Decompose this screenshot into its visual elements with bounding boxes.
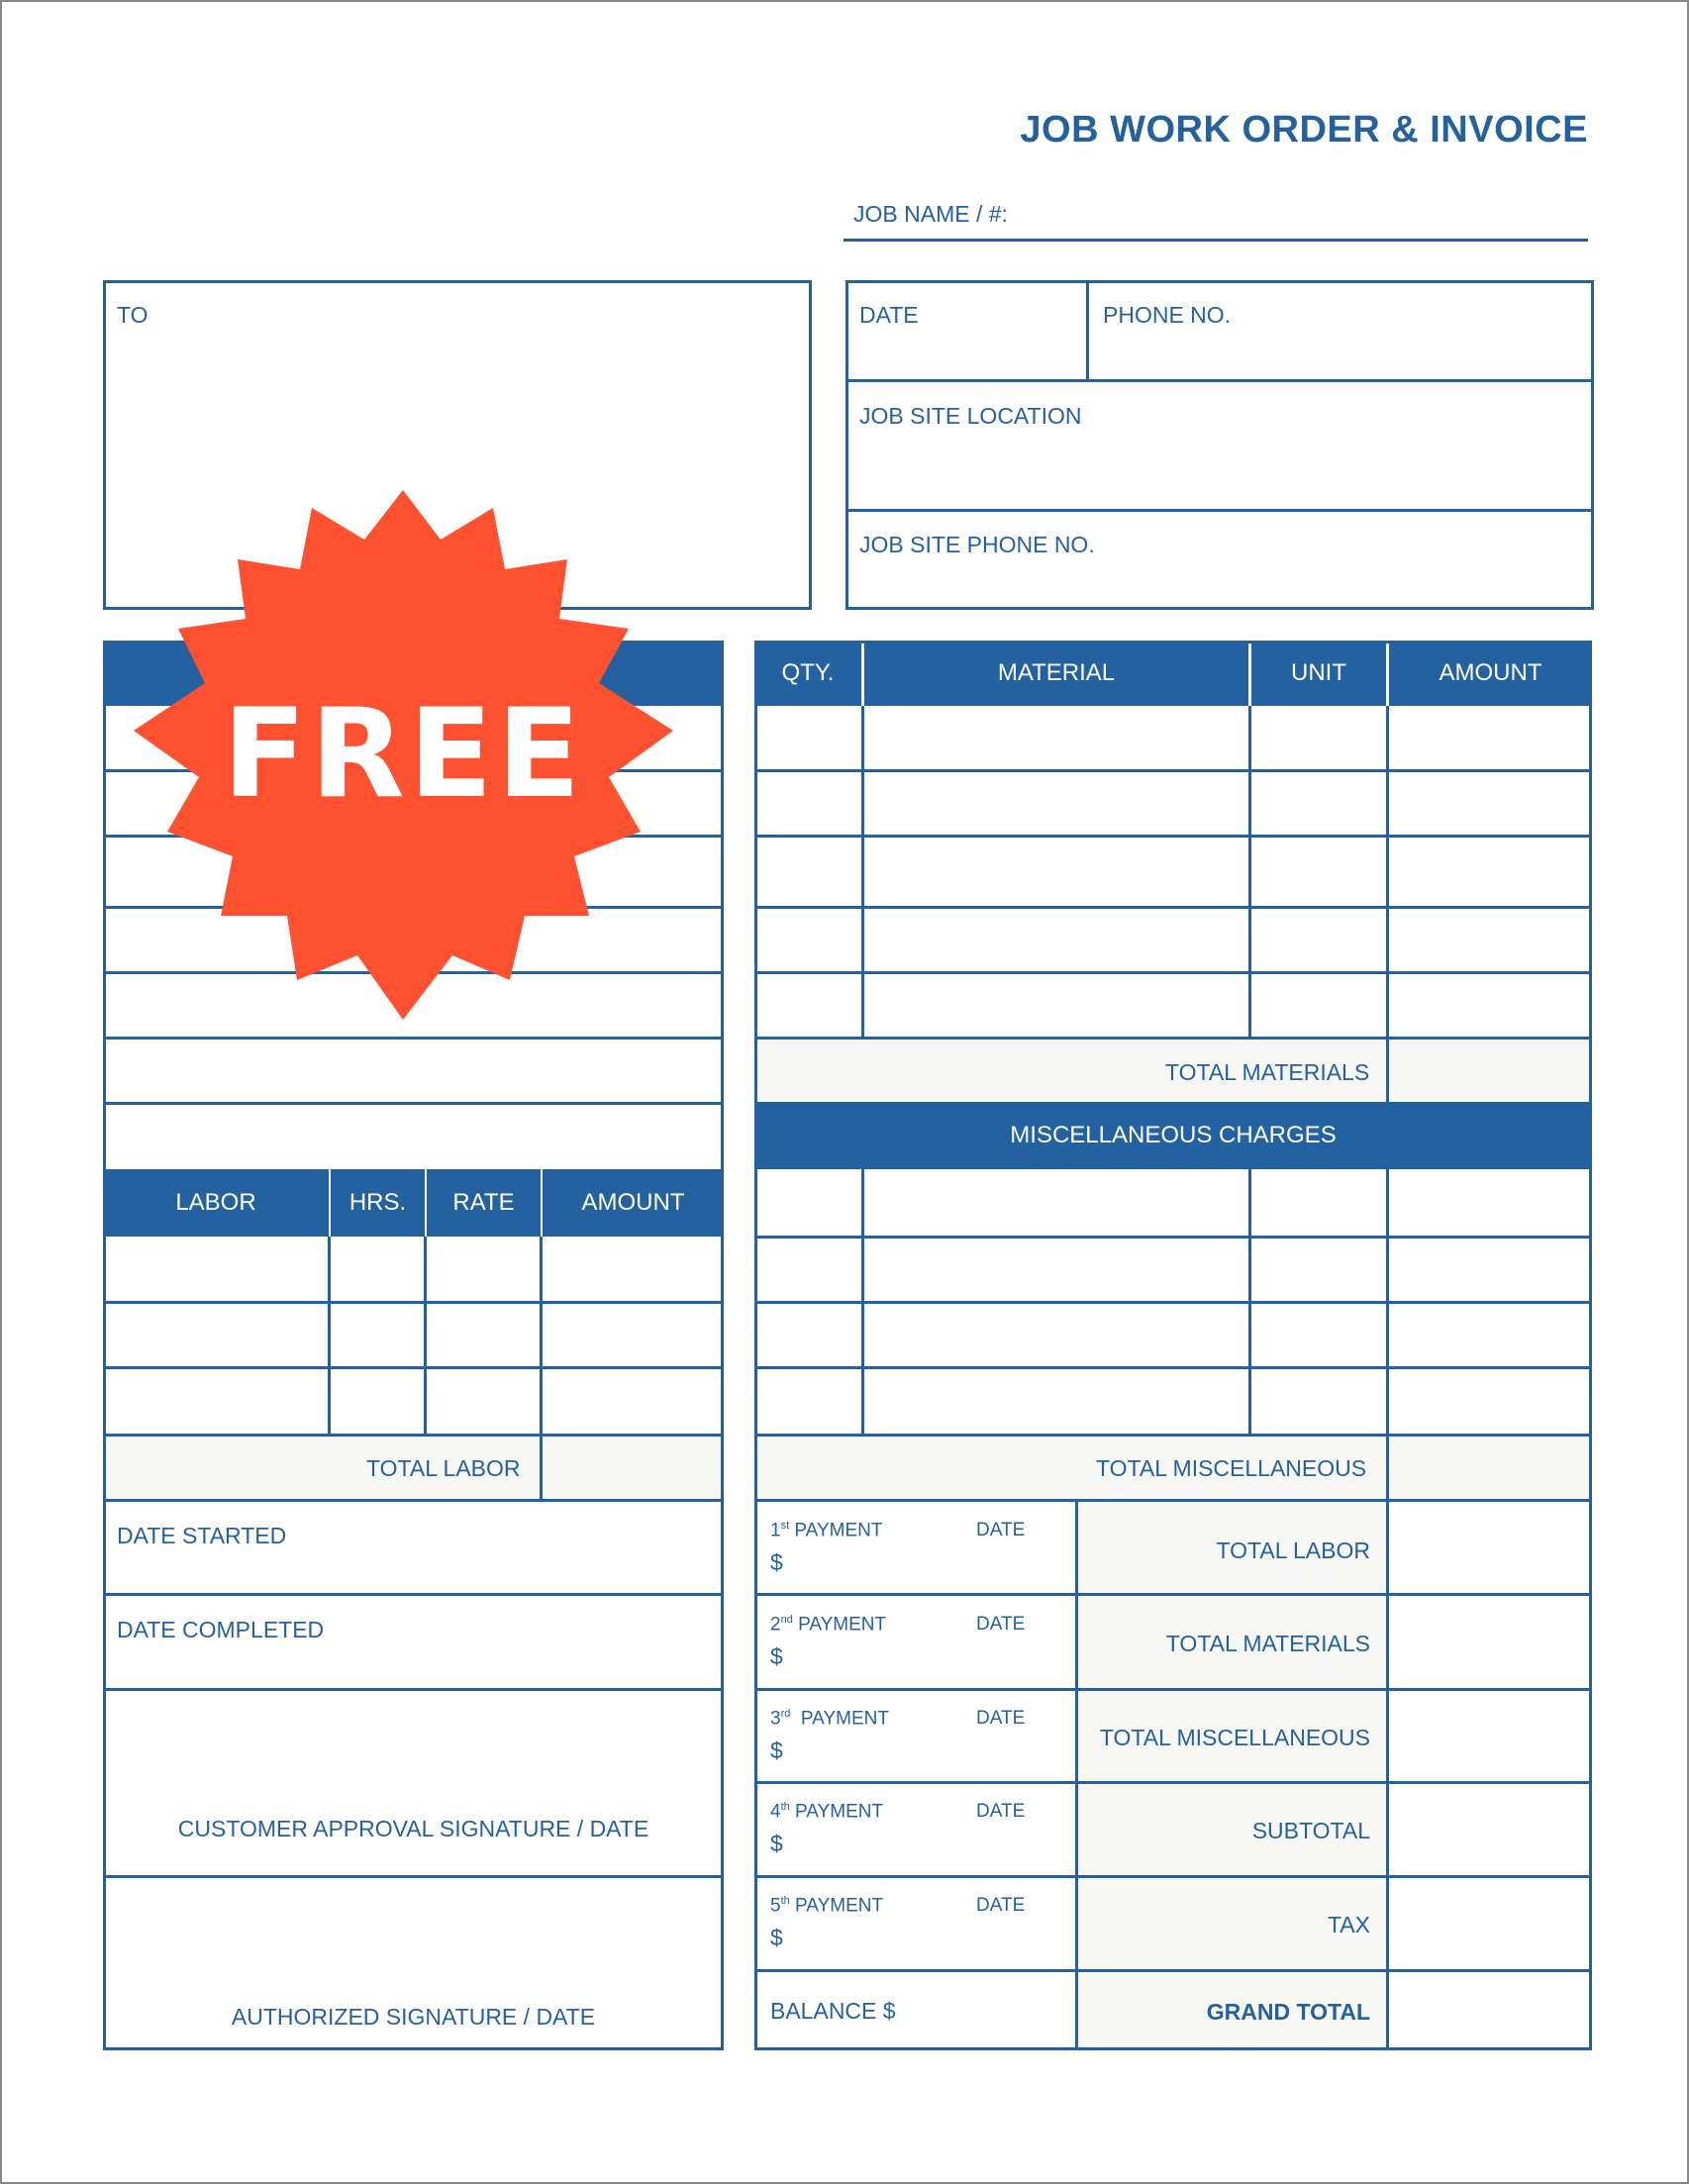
date-started-field[interactable] [106,1502,721,1593]
summary-total-labor-label: TOTAL LABOR [1216,1538,1370,1563]
total-materials-label: TOTAL MATERIALS [1165,1059,1370,1085]
date-label: DATE [859,302,919,328]
job-site-phone-label: JOB SITE PHONE NO. [859,532,1095,557]
payment-2-label: 2nd PAYMENT [770,1614,887,1636]
total-misc-field[interactable] [1389,1437,1589,1499]
total-labor-field[interactable] [543,1437,721,1499]
total-labor-label: TOTAL LABOR [366,1455,521,1481]
payment-5-field[interactable] [792,1920,1069,1959]
labor-header-amount: AMOUNT [543,1169,724,1237]
payment-4-field[interactable] [792,1826,1069,1865]
job-site-phone-field[interactable] [848,512,1591,607]
payment-3-date-label: DATE [976,1708,1026,1729]
material-header-unit: UNIT [1251,641,1386,706]
payment-5-date-label: DATE [976,1895,1026,1916]
subtotal-label: SUBTOTAL [1251,1818,1370,1843]
to-label: TO [117,302,149,328]
payment-3-currency: $ [770,1737,783,1763]
balance-label: BALANCE $ [770,1998,896,2024]
payment-3-label: 3rd PAYMENT [770,1708,889,1730]
payment-1-currency: $ [770,1549,783,1575]
payment-5-label: 5th PAYMENT [770,1895,884,1917]
phone-label: PHONE NO. [1103,302,1232,328]
date-field[interactable] [848,283,1084,379]
tax-label: TAX [1327,1912,1370,1937]
total-misc-label: TOTAL MISCELLANEOUS [1096,1455,1367,1481]
free-badge-text: FREE [222,683,585,826]
labor-rows[interactable] [106,1237,721,1434]
authorized-signature-label: AUTHORIZED SIGNATURE / DATE [231,2004,596,2030]
misc-rows[interactable] [757,1169,1589,1434]
material-header-material: MATERIAL [864,641,1248,706]
material-rows[interactable] [757,706,1589,1037]
payment-1-label: 1st PAYMENT [770,1520,883,1541]
date-started-label: DATE STARTED [117,1523,287,1548]
page-title: JOB WORK ORDER & INVOICE [1020,109,1588,150]
payment-2-field[interactable] [792,1638,1069,1678]
summary-total-materials-label: TOTAL MATERIALS [1165,1631,1370,1656]
payment-2-currency: $ [770,1643,783,1669]
job-name-label: JOB NAME / #: [853,201,1008,227]
payment-2-date-label: DATE [976,1614,1026,1635]
authorized-signature-field[interactable] [106,1878,721,2046]
customer-signature-field[interactable] [106,1691,721,1875]
labor-header-rate: RATE [427,1169,541,1237]
payment-1-field[interactable] [792,1544,1069,1584]
misc-header: MISCELLANEOUS CHARGES [754,1102,1592,1169]
job-site-location-label: JOB SITE LOCATION [859,403,1082,429]
customer-signature-label: CUSTOMER APPROVAL SIGNATURE / DATE [177,1816,649,1841]
job-site-location-field[interactable] [848,382,1591,509]
labor-header-hrs: HRS. [331,1169,425,1237]
payment-4-currency: $ [770,1831,783,1856]
material-header-qty: QTY. [754,641,861,706]
payment-1-date-label: DATE [976,1520,1026,1540]
payment-4-label: 4th PAYMENT [770,1801,884,1823]
date-completed-field[interactable] [106,1596,721,1687]
balance-field[interactable] [891,1980,1069,2039]
labor-header-labor: LABOR [103,1169,329,1237]
summary-total-misc-label: TOTAL MISCELLANEOUS [1099,1725,1370,1750]
total-materials-field[interactable] [1389,1040,1589,1102]
payment-5-currency: $ [770,1925,783,1950]
job-name-field[interactable] [844,239,1588,242]
phone-field[interactable] [1089,283,1591,379]
material-header-amount: AMOUNT [1389,641,1592,706]
summary-values-column[interactable] [1389,1502,1589,2047]
grand-total-label: GRAND TOTAL [1206,1999,1370,2025]
date-completed-label: DATE COMPLETED [117,1617,325,1642]
payment-4-date-label: DATE [976,1801,1026,1822]
payment-3-field[interactable] [792,1733,1069,1772]
